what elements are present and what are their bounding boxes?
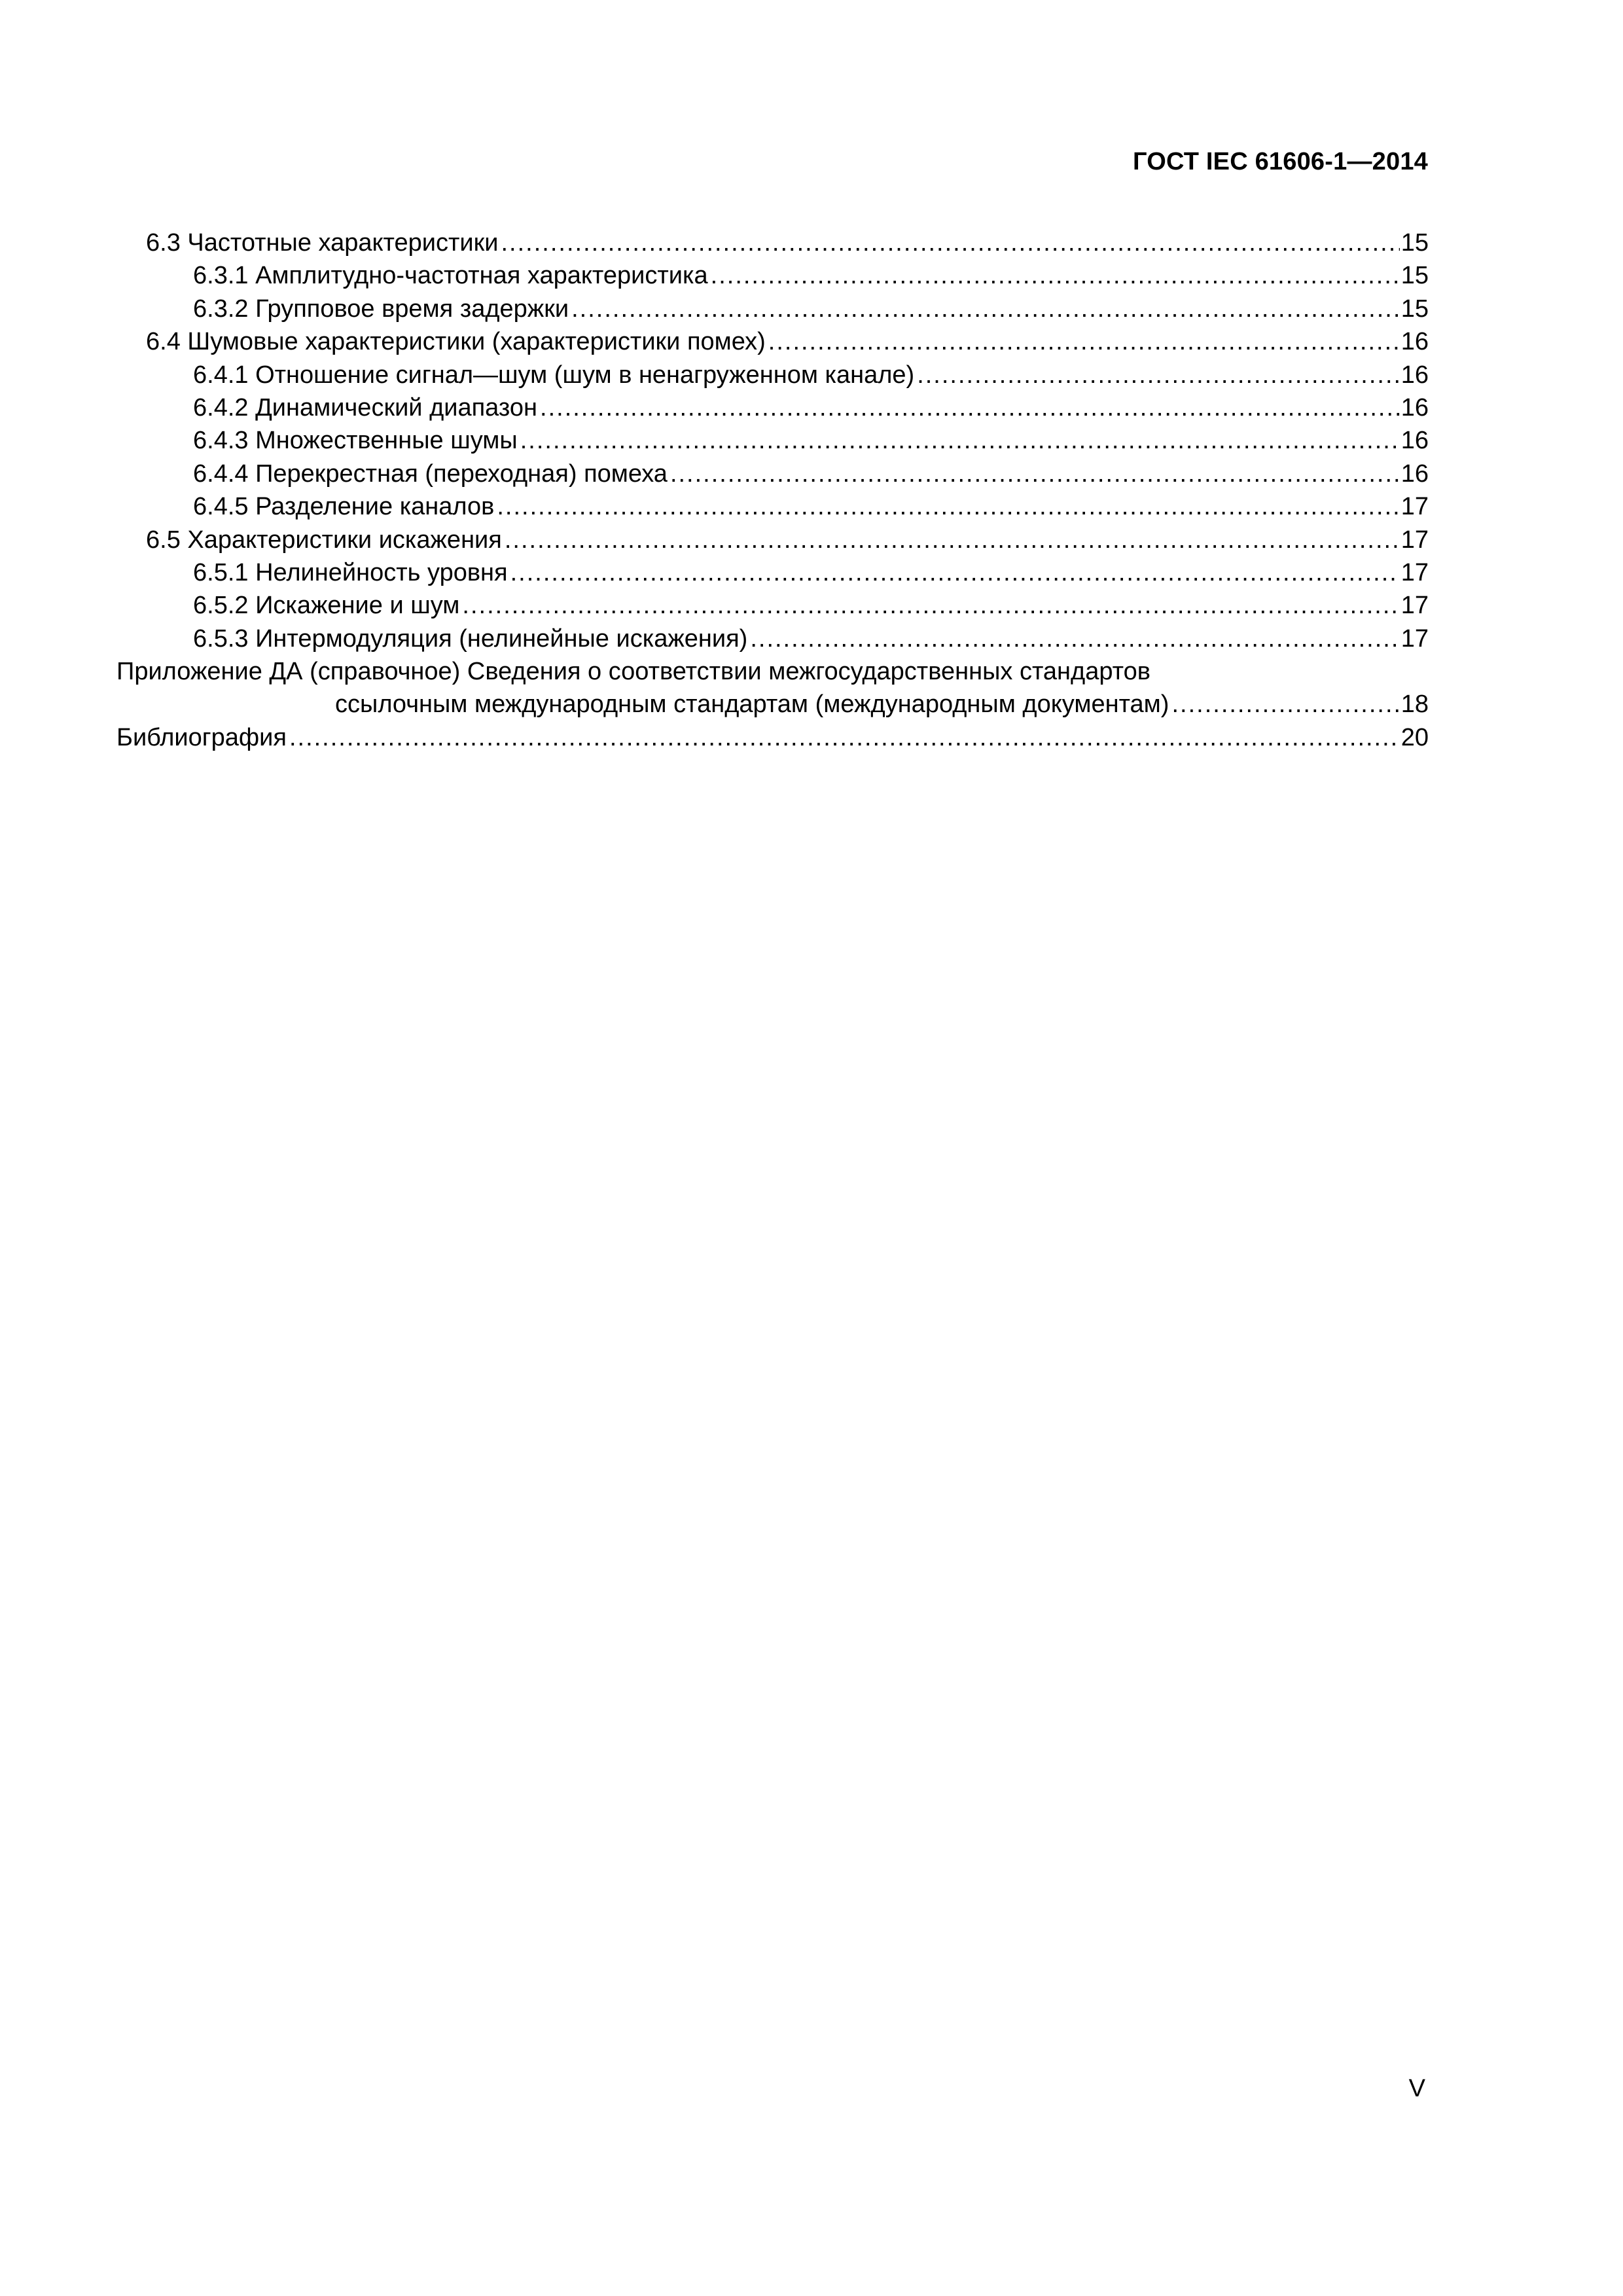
toc-dot-leader	[501, 226, 1400, 259]
toc-entry-title: 6.5.2 Искажение и шум	[193, 592, 460, 620]
table-of-contents	[116, 226, 1429, 754]
toc-dot-leader	[711, 259, 1400, 292]
toc-dot-leader	[750, 622, 1399, 655]
toc-entry-6-5[interactable]	[116, 524, 1429, 556]
toc-entry-title: 6.4 Шумовые характеристики (характеристики помех)	[146, 328, 766, 356]
toc-entry-6-4-3[interactable]	[116, 424, 1429, 457]
toc-entry-title: 6.4.4 Перекрестная (переходная) помеха	[193, 459, 668, 488]
toc-entry-6-5-3[interactable]	[116, 622, 1429, 655]
toc-entry-page: 17	[1400, 558, 1429, 586]
toc-entry-title: Библиография	[116, 723, 287, 751]
toc-dot-leader	[510, 556, 1400, 589]
toc-entry-page: 16	[1400, 427, 1429, 455]
toc-entry-page: 16	[1400, 459, 1429, 488]
toc-entry-6-4-2[interactable]	[116, 391, 1429, 424]
toc-entry-6-5-2[interactable]	[116, 589, 1429, 622]
toc-dot-leader	[540, 391, 1400, 424]
toc-entry-page: 16	[1400, 361, 1429, 389]
toc-dot-leader	[497, 490, 1399, 523]
toc-entry-page: 15	[1400, 262, 1429, 290]
toc-entry-6-3-1[interactable]	[116, 259, 1429, 292]
toc-entry-title: 6.3.1 Амплитудно-частотная характеристика	[193, 262, 708, 290]
toc-entry-6-5-1[interactable]	[116, 556, 1429, 589]
toc-entry-page: 17	[1400, 624, 1429, 653]
toc-entry-page: 15	[1400, 295, 1429, 323]
toc-entry-6-4[interactable]	[116, 325, 1429, 358]
toc-entry-title: 6.5 Характеристики искажения	[146, 526, 502, 554]
toc-entry-page: 17	[1400, 526, 1429, 554]
toc-entry-6-3[interactable]	[116, 226, 1429, 259]
toc-entry-appendix-da[interactable]	[116, 655, 1429, 721]
toc-dot-leader	[571, 293, 1400, 325]
toc-entry-6-4-4[interactable]	[116, 457, 1429, 490]
toc-entry-bibliography[interactable]	[116, 721, 1429, 754]
toc-entry-6-4-5[interactable]	[116, 490, 1429, 523]
toc-entry-page: 17	[1400, 592, 1429, 620]
toc-dot-leader	[289, 721, 1400, 754]
toc-entry-title: 6.4.5 Разделение каналов	[193, 493, 495, 521]
toc-entry-title: 6.4.2 Динамический диапазон	[193, 393, 538, 422]
toc-entry-title: 6.3 Частотные характеристики	[146, 229, 499, 257]
toc-dot-leader	[462, 589, 1399, 622]
toc-entry-page: 15	[1400, 229, 1429, 257]
toc-dot-leader	[1171, 688, 1399, 721]
toc-entry-6-3-2[interactable]	[116, 293, 1429, 325]
toc-dot-leader	[670, 457, 1400, 490]
toc-entry-page: 18	[1400, 691, 1429, 719]
toc-entry-title: 6.5.3 Интермодуляция (нелинейные искажения)	[193, 624, 748, 653]
toc-entry-title: 6.5.1 Нелинейность уровня	[193, 558, 508, 586]
toc-entry-title: 6.3.2 Групповое время задержки	[193, 295, 569, 323]
toc-entry-page: 20	[1400, 723, 1429, 751]
toc-entry-title: 6.4.1 Отношение сигнал—шум (шум в ненагруженном канале)	[193, 361, 915, 389]
toc-dot-leader	[520, 424, 1400, 457]
toc-entry-page: 17	[1400, 493, 1429, 521]
toc-dot-leader	[768, 325, 1400, 358]
toc-entry-page: 16	[1400, 328, 1429, 356]
toc-entry-6-4-1[interactable]	[116, 359, 1429, 391]
toc-entry-title-continued: ссылочным международным стандартам (международным документам)	[335, 691, 1169, 719]
toc-dot-leader	[917, 359, 1400, 391]
toc-entry-title: 6.4.3 Множественные шумы	[193, 427, 518, 455]
toc-entry-page: 16	[1400, 393, 1429, 422]
toc-dot-leader	[505, 524, 1400, 556]
page-number: V	[1408, 2075, 1425, 2102]
document-code-header: ГОСТ IEC 61606-1—2014	[1133, 148, 1428, 175]
toc-entry-title: Приложение ДА (справочное) Сведения о соответствии межгосударственных стандартов	[116, 658, 1150, 686]
